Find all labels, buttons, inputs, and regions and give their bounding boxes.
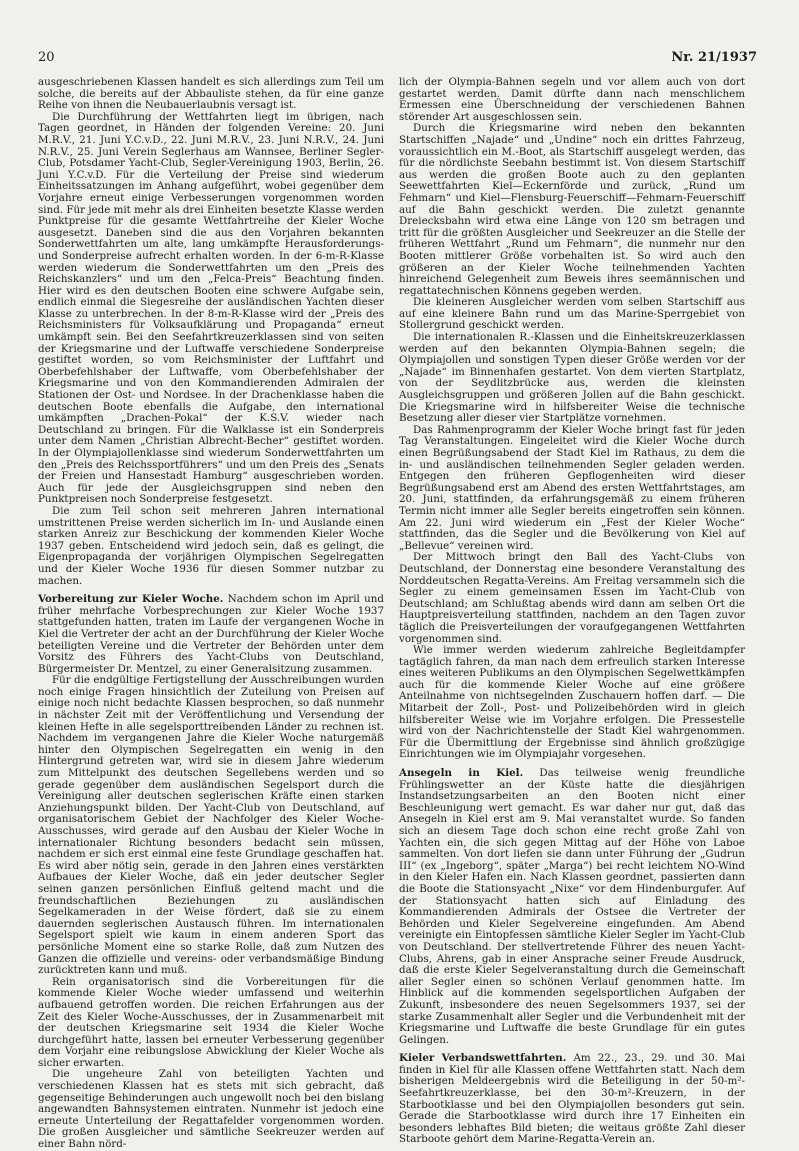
section-heading: Ansegeln in Kiel. xyxy=(399,767,524,780)
paragraph: Wie immer werden wiederum zahlreiche Begleitdampfer tagtäglich fahren, da man nach dem erfreulich starken Interesse eines weiteren Publikums an den Olympischen Segelwettkämpfen auch für die kommende Kieler Woche auf eine größere Anteilnahme von nichtsegelnden Zuschauern hoffen darf. — Die Mitarbeit der Zoll-, Post- und Polizeibehörden wird in gleich hilfsbereiter Weise wie im Vorjahre erfolgen. Die Pressestelle wird von der Nachrichtenstelle der Stadt Kiel wahrgenommen. Für die Übermittlung der Ergebnisse sind ähnlich großzügige Einrichtungen wie im Olympiajahr vorgesehen. xyxy=(399,644,745,761)
page-header xyxy=(38,50,757,70)
section-text: Das teilweise wenig freundliche Frühlingswetter an der Küste hatte die diesjährigen Instandsetzungsarbeiten an den Booten nicht einer Beschleunigung wert gemacht. Es war daher nur gut, daß das Ansegeln in Kiel erst am 9. Mai veranstaltet wurde. So fanden sich an diesem Tage doch schon eine recht große Zahl von Yachten ein, die sich gegen Mittag auf der Höhe von Laboe sammelten. Von dort liefen sie dann unter Führung der „Gudrun III“ (ex „Ingeborg“, später „Marga“) bei recht leichtem NO-Wind in den Kieler Hafen ein. Nach Klassen geordnet, passierten dann die Boote die Stationsyacht „Nixe“ vor dem Hindenburgufer. Auf der Stationsyacht hatten sich auf Einladung des Kommandierenden Admirals der Ostsee die Vertreter der Behörden und Kieler Segelvereine eingefunden. Am Abend vereinigte ein Eintopfessen sämtliche Kieler Segler im Yacht-Club von Deutschland. Der stellvertretende Führer des neuen Yacht-Clubs, Ahrens, gab in einer Ansprache seiner Freude Ausdruck, daß die erste Kieler Segelveranstaltung durch die Gemeinschaft aller Segler einen so schönen Verlauf genommen hatte. Im Hinblick auf die kommenden segelsportlichen Aufgaben der Zukunft, insbesondere des neuen Segelsommers 1937, sei der starke Zusammenhalt aller Segler und die Verbundenheit mit der Kriegsmarine und Luftwaffe die beste Grundlage für ein gutes Gelingen. xyxy=(399,767,745,1046)
paragraph: Das Rahmenprogramm der Kieler Woche bringt fast für jeden Tag Veranstaltungen. Eingeleitet wird die Kieler Woche durch einen Begrüßungsabend der Stadt Kiel im Rathaus, zu dem die in- und ausländischen teilnehmenden Segler geladen werden. Entgegen den früheren Gepflogenheiten wird dieser Begrüßungsabend erst am Abend des ersten Wettfahrtstages, am 20. Juni, stattfinden, da erfahrungsgemäß zu einem früheren Termin nicht immer alle Segler bereits eingetroffen sein können. Am 22. Juni wird wiederum ein „Fest der Kieler Woche“ stattfinden, das die Segler und die Bevölkerung von Kiel auf „Bellevue“ vereinen wird. xyxy=(399,423,745,552)
paragraph: Die internationalen R.-Klassen und die Einheitskreuzerklassen werden auf den bekannten Olympia-Bahnen segeln; die Olympiajollen und sonstigen Typen dieser Größe werden vor der „Najade“ im Binnenhafen gestartet. Von dem vierten Startplatz, von der Seydlitzbrücke aus, werden die kleinsten Ausgleichsgruppen und größeren Jollen auf die Bahn geschickt. Die Kriegsmarine wird in hilfsbereiter Weise die technische Besetzung aller dieser vier Startplätze vornehmen. xyxy=(399,331,745,425)
paragraph: lich der Olympia-Bahnen segeln und vor allem auch von dort gestartet werden. Damit dürfte dann nach menschlichem Ermessen eine Überschneidung der verschiedenen Bahnen störender Art ausgeschlossen sein. xyxy=(399,76,745,123)
paragraph: Die zum Teil schon seit mehreren Jahren international umstrittenen Preise werden sicherlich im In- und Auslande einen starken Anreiz zur Beschickung der kommenden Kieler Woche 1937 geben. Entscheidend wird jedoch sein, daß es gelingt, die Eigenpropaganda der vorjährigen Olympischen Segelregatten und der Kieler Woche 1936 für diesen Sommer nutzbar zu machen. xyxy=(38,504,384,587)
section-text: Am 22., 23., 29. und 30. Mai finden in Kiel für alle Klassen offene Wettfahrten statt. Nach dem bisherigen Meldeergebnis wird die Beteiligung in der 50-m²-Seefahrtkreuzerklasse, bei den 30-m²-Kreuzern, in der Starbootklasse und bei den Olympiajollen besonders gut sein. Gerade die Starbootklasse wird durch ihre 17 Einheiten ein besonders lebhaftes Bild bieten; die weitaus größte Zahl dieser Starboote gehört dem Marine-Regatta-Verein an. xyxy=(399,1052,745,1146)
paragraph: Rein organisatorisch sind die Vorbereitungen für die kommende Kieler Woche wieder umfassend und weiterhin aufbauend getroffen worden. Die reichen Erfahrungen aus der Zeit des Kieler Woche-Ausschusses, der in Zusammenarbeit mit der deutschen Kriegsmarine seit 1934 die Kieler Woche durchgeführt hatte, lassen bei erneuter Verbesserung gegenüber dem Vorjahr eine reibungslose Abwicklung der Kieler Woche als sicher erwarten. xyxy=(38,975,384,1069)
paragraph: Der Mittwoch bringt den Ball des Yacht-Clubs von Deutschland, der Donnerstag eine besondere Veranstaltung des Norddeutschen Regatta-Vereins. Am Freitag versammeln sich die Segler zu einem gemeinsamen Essen im Yacht-Club von Deutschland; am Schlußtag abends wird dann am selben Ort die Hauptpreisverteilung stattfinden, nachdem an den Tagen zuvor täglich die Preisverteilungen der voraufgegangenen Wettfahrten vorgenommen sind. xyxy=(399,551,745,645)
section-heading: Vorbereitung zur Kieler Woche. xyxy=(38,593,224,606)
page-number: 20 xyxy=(38,50,55,65)
paragraph: ausgeschriebenen Klassen handelt es sich allerdings zum Teil um solche, die bereits auf der Abbauliste stehen, da für eine ganze Reihe von ihnen die Neubauerlaubnis versagt ist. xyxy=(38,76,384,112)
paragraph: Die ungeheure Zahl von beteiligten Yachten und verschiedenen Klassen hat es stets mit sich gebracht, daß gegenseitige Behinderungen auch ungewollt noch bei den bislang angewandten Bahnsystemen eintraten. Nunmehr ist jedoch eine erneute Unterteilung der Regattafelder vorgenommen worden. Die großen Ausgleicher und sämtliche Seekreuzer werden auf einer Bahn nörd- xyxy=(38,1068,384,1151)
issue-number: Nr. 21/1937 xyxy=(671,50,757,65)
paragraph: Für die endgültige Fertigstellung der Ausschreibungen wurden noch einige Fragen hinsichtlich der Zuteilung von Preisen auf einige noch nicht bedachte Klassen besprochen, so daß nunmehr in nächster Zeit mit der Veröffentlichung und Versendung der kleinen Hefte in alle segelsporttreibenden Länder zu rechnen ist. Nachdem im vergangenen Jahre die Kieler Woche naturgemäß hinter den Olympischen Segelregatten ein wenig in den Hintergrund getreten war, wird sie in diesem Jahre wiederum zum Mittelpunkt des deutschen Segellebens werden und so gerade gegenüber dem ausländischen Segelsport durch die Vereinigung aller deutschen seglerischen Kräfte einen starken Anziehungspunkt bilden. Der Yacht-Club von Deutschland, auf organisatorischem Gebiet der Nachfolger des Kieler Woche-Ausschusses, wird gerade auf den Ausbau der Kieler Woche in internationaler Richtung besonders bedacht sein müssen, nachdem er sich erst einmal eine feste Grundlage geschaffen hat. Es wird aber nötig sein, gerade in den Jahren eines verstärkten Aufbaues der Kieler Woche, daß ein jeder deutscher Segler seinen ganzen persönlichen Einfluß geltend macht und die freundschaftlichen Beziehungen zu ausländischen Segelkameraden in der Weise fördert, daß sie zu einem dauernden seglerischen Austausch führen. Im internationalen Segelsport spielt wie kaum in einem anderen Sport das persönliche Moment eine so starke Rolle, daß zum Nutzen des Ganzen die offizielle und vereins- oder verbandsmäßige Bindung zurücktreten kann und muß. xyxy=(38,674,384,977)
paragraph: Durch die Kriegsmarine wird neben den bekannten Startschiffen „Najade“ und „Undine“ noch ein drittes Fahrzeug, voraussichtlich ein M.-Boot, als Startschiff ausgelegt werden, das für die nördlichste Seebahn bestimmt ist. Von diesem Startschiff aus werden die großen Boote auch zu den geplanten Seewettfahrten Kiel—Eckernförde und zurück, „Rund um Fehmarn“ und Kiel—Flensburg-Feuerschiff—Fehmarn-Feuerschiff auf die Bahn geschickt werden. Die zuletzt genannte Dreiecksbahn wird etwa eine Länge von 120 sm betragen und tritt für die größten Ausgleicher und Seekreuzer an die Stelle der früheren Wettfahrt „Rund um Fehmarn“, die nunmehr nur den Booten mittlerer Größe vorbehalten ist. So wird auch den größeren an der Kieler Woche teilnehmenden Yachten hinreichend Gelegenheit zum Beweis ihres seemännischen und regattatechnischen Könnens gegeben werden. xyxy=(399,122,745,297)
section-text: Nachdem schon im April und früher mehrfache Vorbesprechungen zur Kieler Woche 1937 stattgefunden hatten, traten im Laufe der vergangenen Woche in Kiel die Vertreter der acht an der Durchführung der Kieler Woche beteiligten Vereine und die Vertreter der Behörden unter dem Vorsitz des Führers des Yacht-Clubs von Deutschland, Bürgermeister Dr. Mentzel, zu einer Generalsitzung zusammen. xyxy=(38,593,385,675)
paragraph: Die Durchführung der Wettfahrten liegt im übrigen, nach Tagen geordnet, in Händen der folgenden Vereine: 20. Juni M.R.V., 21. Juni Y.C.v.D., 22. Juni M.R.V., 23. Juni N.R.V., 24. Juni N.R.V., 25. Juni Verein Seglerhaus am Wannsee, Berliner Segler-Club, Potsdamer Yacht-Club, Segler-Vereinigung 1903, Berlin, 26. Juni Y.C.v.D. Für die Verteilung der Preise sind wiederum Einheitssatzungen im Anhang aufgeführt, wobei gegenüber dem Vorjahre erneut einige Verbesserungen vorgenommen worden sind. Für jede mit mehr als drei Einheiten besetzte Klasse werden Punktpreise für die gesamte Wettfahrtreihe der Kieler Woche ausgesetzt. Daneben sind die aus den Vorjahren bekannten Sonderwettfahrten um alte, lang umkämpfte Herausforderungs- und Sonderpreise aufrecht erhalten worden. In der 6-m-R-Klasse werden wiederum die Sonderwettfahrten um den „Preis des Reichskanzlers“ und um den „Felca-Preis“ Beachtung finden. Hier wird es den deutschen Booten eine schwere Aufgabe sein, endlich einmal die Siegesreihe der ausländischen Yachten dieser Klasse zu unterbrechen. In der 8-m-R-Klasse wird der „Preis des Reichsministers für Volksaufklärung und Propaganda“ erneut umkämpft sein. Bei den Seefahrtkreuzerklassen sind von seiten der Kriegsmarine und der Luftwaffe verschiedene Sonderpreise gestiftet worden, so vom Reichsminister der Luftfahrt und Oberbefehlshaber der Luftwaffe, vom Oberbefehlshaber der Kriegsmarine und von den Kommandierenden Admiralen der Stationen der Ost- und Nordsee. In der Drachenklasse haben die deutschen Boote ebenfalls die Aufgabe, den international umkämpften „Drachen-Pokal“ der K.S.V. wieder nach Deutschland zu bringen. Für die Walklasse ist ein Sonderpreis unter dem Namen „Christian Albrecht-Becher“ gestiftet worden. In der Olympiajollenklasse sind wiederum Sonderwettfahrten um den „Preis des Reichssportführers“ und um den Preis des „Senats der Freien und Hansestadt Hamburg“ ausgeschrieben worden. Auch für jede der Ausgleichsgruppen sind neben den Punktpreisen noch Sonderpreise festgesetzt. xyxy=(38,110,384,506)
left-column xyxy=(38,76,385,1151)
section-heading: Kieler Verbandswettfahrten. xyxy=(399,1052,567,1065)
paragraph: Die kleineren Ausgleicher werden vom selben Startschiff aus auf eine kleinere Bahn rund um das Marine-Sperrgebiet von Stollergrund geschickt werden. xyxy=(399,296,745,332)
right-column xyxy=(399,76,745,1146)
